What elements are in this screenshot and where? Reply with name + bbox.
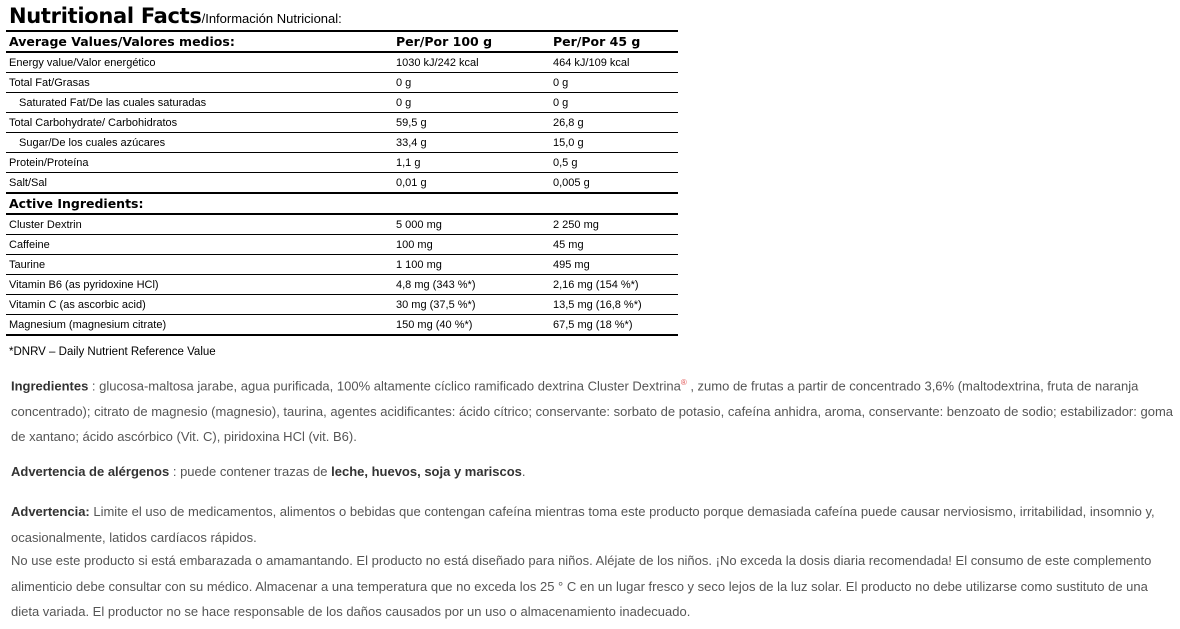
table-row: [6, 255, 678, 275]
value-cell: 0,005 g: [550, 173, 678, 194]
table-row: [6, 113, 678, 133]
nutrient-name-cell: Taurine: [6, 255, 393, 275]
table-row: [6, 133, 678, 153]
dnrv-footnote: *DNRV – Daily Nutrient Reference Value: [9, 346, 216, 358]
warning-text-1: Limite el uso de medicamentos, alimentos o bebidas que contengan cafeína mientras toma este producto porque demasiada cafeína puede causar nerviosismo, irritabilidad, insomnio y, ocasionalmente, latidos cardíacos rápidos.: [11, 504, 1155, 545]
value-cell: 0 g: [550, 93, 678, 113]
allergen-text: : puede contener trazas de: [169, 464, 332, 479]
table-row: [6, 315, 678, 336]
table-row: [6, 173, 678, 194]
title-sub: /Información Nutricional:: [201, 11, 342, 26]
value-cell: 45 mg: [550, 235, 678, 255]
value-cell: 4,8 mg (343 %*): [393, 275, 550, 295]
nutrient-name-cell: Cluster Dextrin: [6, 214, 393, 235]
value-cell: 30 mg (37,5 %*): [393, 295, 550, 315]
value-cell: 1,1 g: [393, 153, 550, 173]
value-cell: 13,5 mg (16,8 %*): [550, 295, 678, 315]
value-cell: 464 kJ/109 kcal: [550, 52, 678, 73]
value-cell: 1030 kJ/242 kcal: [393, 52, 550, 73]
table-row: [6, 235, 678, 255]
value-cell: 33,4 g: [393, 133, 550, 153]
table-header-row: [6, 31, 678, 52]
nutrient-name-cell: Vitamin B6 (as pyridoxine HCl): [6, 275, 393, 295]
nutrient-name-cell: Salt/Sal: [6, 173, 393, 194]
value-cell: 59,5 g: [393, 113, 550, 133]
ingredients-paragraph: [11, 370, 1173, 450]
allergen-end: .: [521, 464, 526, 479]
nutrient-name-cell: Magnesium (magnesium citrate): [6, 315, 393, 336]
value-cell: 495 mg: [550, 255, 678, 275]
nutrition-title: [9, 4, 342, 28]
value-cell: 1 100 mg: [393, 255, 550, 275]
table-row: [6, 153, 678, 173]
ingredients-text: : glucosa-maltosa jarabe, agua purificada, 100% altamente cíclico ramificado dextrina Cluster Dextrina: [88, 378, 681, 394]
nutrient-name-cell: Protein/Proteína: [6, 153, 393, 173]
allergen-warning: [11, 459, 1173, 485]
value-cell: 0 g: [550, 73, 678, 93]
value-cell: 0,01 g: [393, 173, 550, 194]
table-row: [6, 93, 678, 113]
title-main: Nutritional Facts: [9, 4, 202, 28]
table-row: [6, 275, 678, 295]
nutrient-name-cell: Vitamin C (as ascorbic acid): [6, 295, 393, 315]
value-cell: 0,5 g: [550, 153, 678, 173]
table-row: [6, 214, 678, 235]
nutrient-name-cell: Saturated Fat/De las cuales saturadas: [6, 93, 393, 113]
table-row: [6, 295, 678, 315]
value-cell: 15,0 g: [550, 133, 678, 153]
value-cell: 2 250 mg: [550, 214, 678, 235]
active-ingredients-heading-row: [6, 193, 678, 214]
value-cell: 0 g: [393, 93, 550, 113]
value-cell: 0 g: [393, 73, 550, 93]
table-row: [6, 52, 678, 73]
allergen-label: Advertencia de alérgenos: [11, 464, 170, 479]
nutrient-name-cell: Energy value/Valor energético: [6, 52, 393, 73]
ingredients-text-rest: , zumo de frutas a partir de concentrado 3,6% (maltodextrina, fruta de naranja concentrado); citrato de magnesio (magnesio), taurina, agentes acidificantes: ácido cítrico; conservante: sorbato de potasio, cafeína anhidra, aroma, conservante: benzoato de sodio; estabilizador: goma de xantano; ácido ascórbico (Vit. C), piridoxina HCl (vit. B6).: [11, 378, 1174, 445]
ingredients-label: Ingredientes: [11, 378, 89, 394]
warning-paragraph-2: No use este producto si está embarazada o amamantando. El producto no está diseñado para niños. Aléjate de los niños. ¡No exceda la dosis diaria recomendada! El consumo de este complemento alimenticio debe consultar con su médico. Almacenar a una temperatura que no exceda los 25 ° C en un lugar fresco y seco lejos de la luz solar. El producto no debe utilizarse como sustituto de una dieta variada. El productor no se hace responsable de los daños causados por un uso o almacenamiento inadecuado.: [11, 553, 1152, 619]
warning-label: Advertencia:: [11, 504, 90, 519]
value-cell: 67,5 mg (18 %*): [550, 315, 678, 336]
value-cell: 5 000 mg: [393, 214, 550, 235]
allergen-items: leche, huevos, soja y mariscos: [331, 464, 522, 479]
warning-paragraph: [11, 499, 1173, 550]
active-ingredients-heading: Active Ingredients:: [6, 193, 678, 214]
nutrient-name-cell: Sugar/De los cuales azúcares: [6, 133, 393, 153]
nutrient-name-cell: Total Fat/Grasas: [6, 73, 393, 93]
value-cell: 2,16 mg (154 %*): [550, 275, 678, 295]
nutrient-name-cell: Total Carbohydrate/ Carbohidratos: [6, 113, 393, 133]
header-cell: Average Values/Valores medios:: [6, 31, 393, 52]
nutrition-table: [6, 30, 678, 336]
value-cell: 150 mg (40 %*): [393, 315, 550, 336]
header-cell: Per/Por 45 g: [550, 31, 678, 52]
table-row: [6, 73, 678, 93]
nutrient-name-cell: Caffeine: [6, 235, 393, 255]
value-cell: 26,8 g: [550, 113, 678, 133]
registered-mark: ®: [680, 378, 687, 387]
value-cell: 100 mg: [393, 235, 550, 255]
header-cell: Per/Por 100 g: [393, 31, 550, 52]
